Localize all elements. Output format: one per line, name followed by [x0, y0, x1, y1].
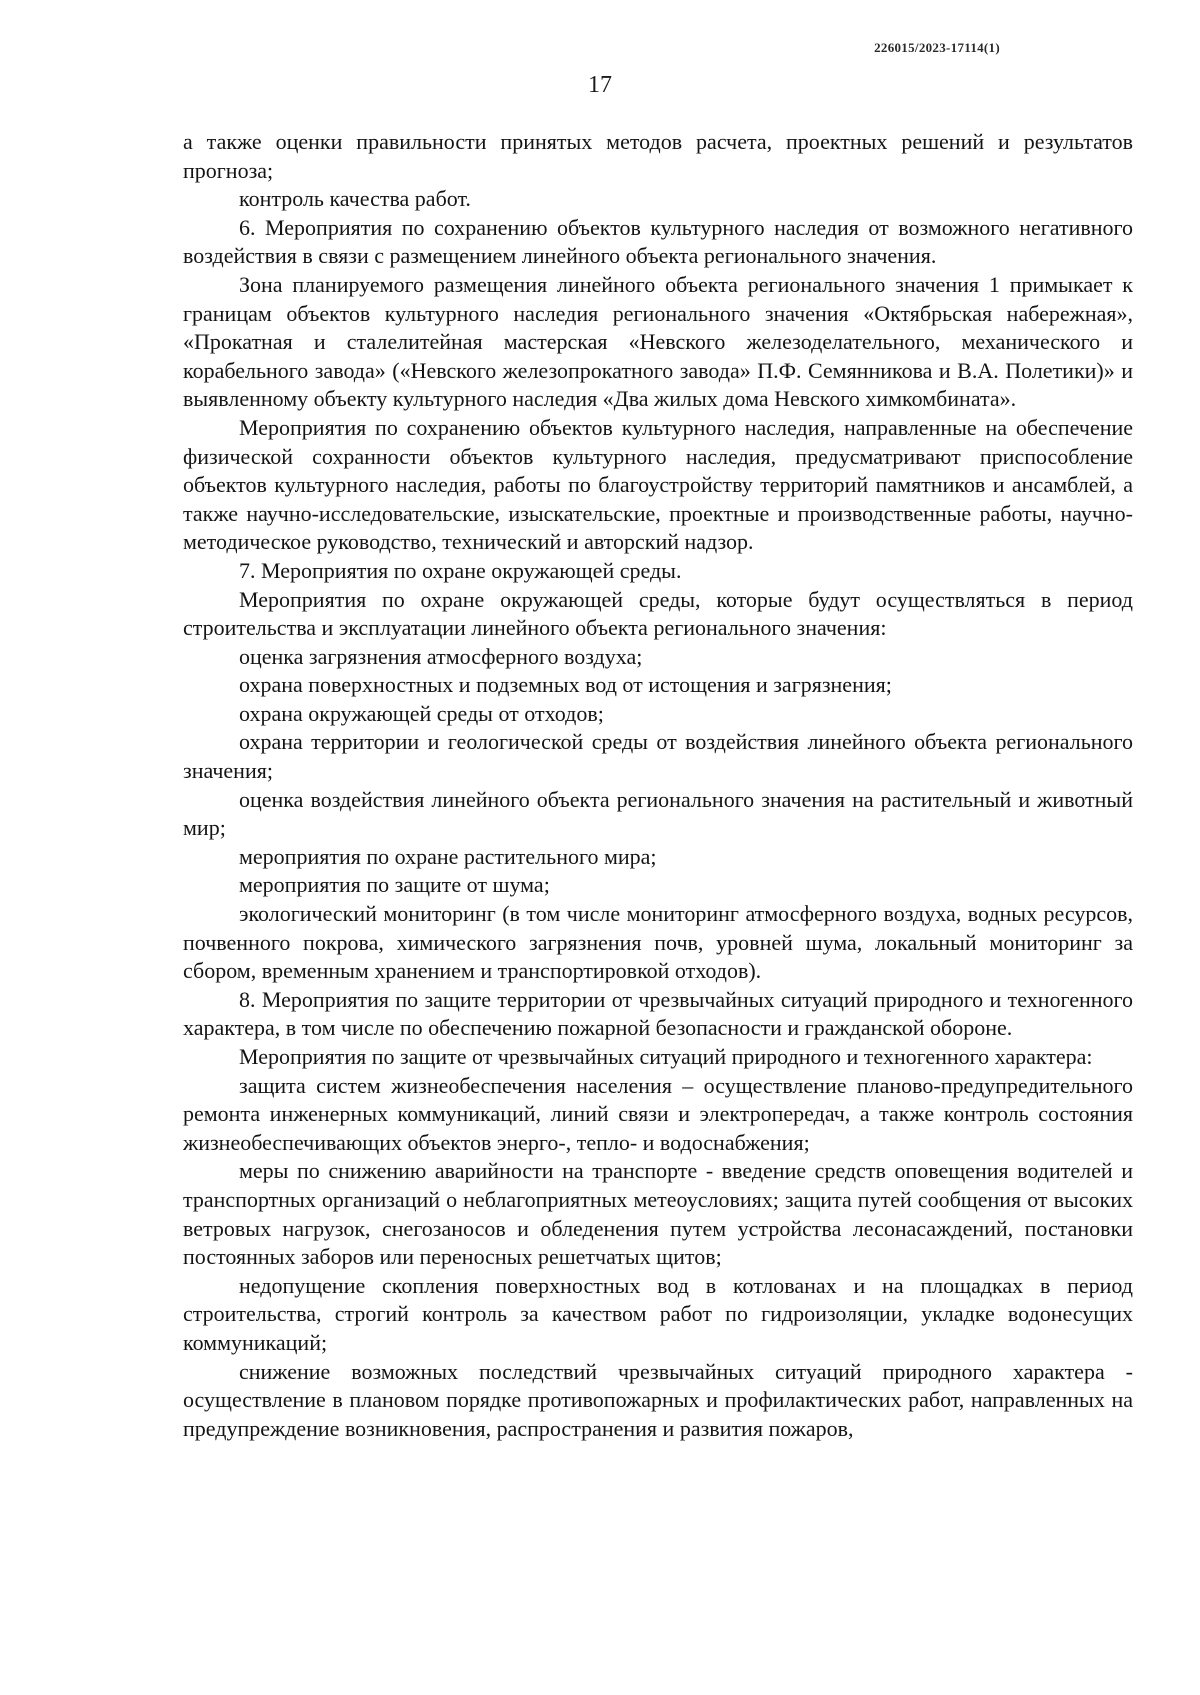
section-7-heading: 7. Мероприятия по охране окружающей среды.	[239, 557, 682, 583]
page-number: 17	[588, 72, 612, 98]
list-item-flora-fauna-impact: оценка воздействия линейного объекта регионального значения на растительный и животный мир;	[183, 786, 1133, 841]
paragraph-methods-evaluation: а также оценки правильности принятых методов расчета, проектных решений и результатов прогноза;	[183, 129, 1133, 183]
document-body	[183, 128, 1133, 1443]
list-item-geological-protection: охрана территории и геологической среды от воздействия линейного объекта регионального значения;	[183, 729, 1133, 784]
list-item-transport-safety: меры по снижению аварийности на транспорте - введение средств оповещения водителей и транспортных организаций о неблагоприятных метеоусловиях; защита путей сообщения от высоких ветровых нагрузок, снегозаносов и обледенения путем устройства лесонасаждений, постановки постоянных заборов или переносных решетчатых щитов;	[183, 1158, 1133, 1270]
paragraph-zone-description: Зона планируемого размещения линейного объекта регионального значения 1 примыкает к границам объектов культурного наследия регионального значения «Октябрьская набережная», «Прокатная и сталелитейная мастерская «Невского железоделательного, механического и корабельного завода» («Невского железопрокатного завода» П.Ф. Семянникова и В.А. Полетики)» и выявленному объекту культурного наследия «Два жилых дома Невского химкомбината».	[183, 271, 1133, 412]
paragraph-emergency-intro: Мероприятия по защите от чрезвычайных ситуаций природного и техногенного характера:	[239, 1044, 1093, 1069]
list-item-water-protection: охрана поверхностных и подземных вод от истощения и загрязнения;	[239, 672, 892, 698]
list-item-waste-protection: охрана окружающей среды от отходов;	[239, 700, 604, 726]
list-item-air-pollution: оценка загрязнения атмосферного воздуха;	[239, 643, 643, 669]
paragraph-heritage-measures: Мероприятия по сохранению объектов культурного наследия, направленные на обеспечение физической сохранности объектов культурного наследия, предусматривают приспособление объектов культурного наследия, работы по благоустройству территорий памятников и ансамблей, а также научно-исследовательские, изыскательские, проектные и производственные работы, научно-методическое руководство, технический и авторский надзор.	[183, 414, 1133, 555]
paragraph-quality-control: контроль качества работ.	[239, 186, 471, 212]
list-item-eco-monitoring: экологический мониторинг (в том числе мониторинг атмосферного воздуха, водных ресурсов, почвенного покрова, химического загрязнения почв, уровней шума, локальный мониторинг за сбором, временным хранением и транспортировкой отходов).	[183, 901, 1133, 984]
list-item-flora-protection: мероприятия по охране растительного мира;	[239, 843, 657, 869]
section-6-heading: 6. Мероприятия по сохранению объектов культурного наследия от возможного негативного воздействия в связи с размещением линейного объекта регионального значения.	[183, 214, 1133, 269]
list-item-natural-emergency: снижение возможных последствий чрезвычайных ситуаций природного характера - осуществление в плановом порядке противопожарных и профилактических работ, направленных на предупреждение возникновения, распространения и развития пожаров,	[183, 1358, 1133, 1441]
section-8-heading: 8. Мероприятия по защите территории от чрезвычайных ситуаций природного и техногенного характера, в том числе по обеспечению пожарной безопасности и гражданской обороне.	[183, 986, 1133, 1041]
list-item-life-support-protection: защита систем жизнеобеспечения населения – осуществление планово-предупредительного ремонта инженерных коммуникаций, линий связи и электропередач, а также контроль состояния жизнеобеспечивающих объектов энерго-, тепло- и водоснабжения;	[183, 1072, 1133, 1155]
paragraph-environment-intro: Мероприятия по охране окружающей среды, которые будут осуществляться в период строительства и эксплуатации линейного объекта регионального значения:	[183, 586, 1133, 641]
document-registration-number: 226015/2023-17114(1)	[874, 40, 1000, 55]
list-item-surface-water: недопущение скопления поверхностных вод в котлованах и на площадках в период строительства, строгий контроль за качеством работ по гидроизоляции, укладке водонесущих коммуникаций;	[183, 1272, 1133, 1355]
list-item-noise-protection: мероприятия по защите от шума;	[239, 872, 550, 898]
